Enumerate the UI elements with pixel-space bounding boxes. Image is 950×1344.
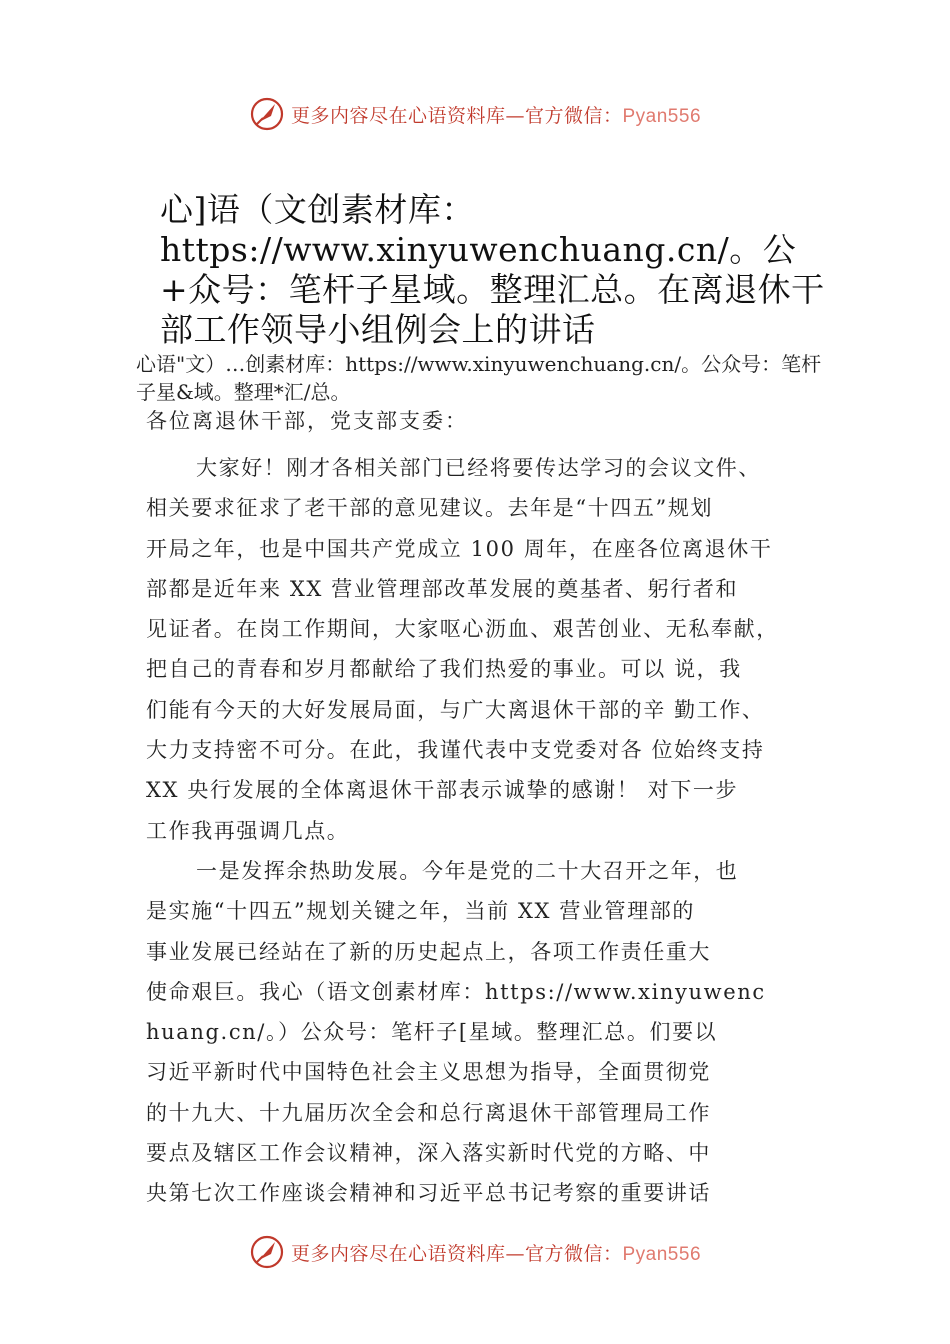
body-line: 工作我再强调几点。 — [146, 818, 350, 843]
body-line: 开局之年，也是中国共产党成立 100 周年，在座各位离退休干 — [146, 536, 773, 561]
body-line: 央第七次工作座谈会精神和习近平总书记考察的重要讲话 — [146, 1181, 711, 1206]
source-note: 心语"文）…创素材库：https://www.xinyuwenchuang.cn/。公众号：笔杆子星&域。整理*汇/总。 — [136, 352, 822, 404]
body-line: 使命艰巨。我心（语文创素材库：https://www.xinyuwenc — [146, 979, 766, 1004]
body-line: 习近平新时代中国特色社会主义思想为指导，全面贯彻党 — [146, 1060, 711, 1085]
header-banner — [0, 92, 950, 136]
body-line: 相关要求征求了老干部的意见建议。去年是“十四五”规划 — [146, 496, 714, 521]
document-title: 心]语（文创素材库：https://www.xinyuwenchuang.cn/。公+众号：笔杆子星域。整理汇总。在离退休干部工作领导小组例会上的讲话 — [160, 190, 825, 349]
body-line: 是实施“十四五”规划关键之年，当前 XX 营业管理部的 — [146, 899, 695, 924]
body-line: huang.cn/。）公众号：笔杆子[星域。整理汇总。们要以 — [146, 1020, 718, 1045]
footer-banner — [0, 1230, 950, 1274]
body-line: 的十九大、十九届历次全会和总行离退休干部管理局工作 — [146, 1100, 711, 1125]
body-line: 部都是近年来 XX 营业管理部改革发展的奠基者、躬行者和 — [146, 576, 739, 601]
body-line: 大力支持密不可分。在此，我谨代表中支党委对各 位始终支持 — [146, 738, 765, 763]
body-line: 大家好！刚才各相关部门已经将要传达学习的会议文件、 — [196, 456, 761, 480]
body-line: 要点及辖区工作会议精神，深入落实新时代党的方略、中 — [146, 1141, 711, 1166]
wechat-id: Pyan556 — [622, 105, 702, 127]
banner-text: 更多内容尽在心语资料库—官方微信：Pyan556 — [290, 1242, 702, 1265]
body-line: 见证者。在岗工作期间，大家呕心沥血、艰苦创业、无私奉献， — [146, 617, 779, 642]
body-line: 事业发展已经站在了新的历史起点上，各项工作责任重大 — [146, 939, 711, 964]
body-line: 们能有今天的大好发展局面，与广大离退休干部的辛 勤工作、 — [146, 697, 765, 722]
quill-logo-icon — [249, 96, 285, 132]
body-text — [146, 448, 846, 1214]
body-line: 把自己的青春和岁月都献给了我们热爱的事业。可以 说，我 — [146, 657, 742, 682]
wechat-id: Pyan556 — [622, 1243, 702, 1265]
greeting: 各位离退休干部，党支部支委： — [146, 409, 468, 433]
banner-text: 更多内容尽在心语资料库—官方微信：Pyan556 — [290, 104, 702, 127]
quill-logo-icon — [249, 1234, 285, 1270]
body-line: XX 央行发展的全体离退休干部表示诚挚的感谢！ 对下一步 — [146, 778, 739, 803]
body-line: 一是发挥余热助发展。今年是党的二十大召开之年，也 — [196, 858, 739, 883]
